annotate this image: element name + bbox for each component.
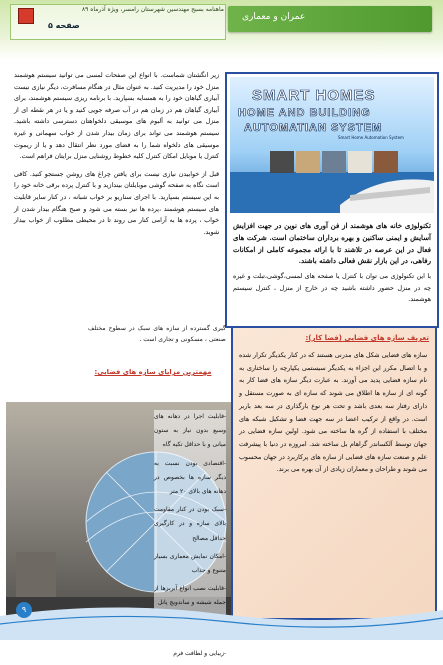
page-number: ۹: [16, 602, 32, 618]
lead-paragraph: تکنولوژی خانه های هوشمند از فن آوری های نوین در جهت افزایش آسایش و ایمنی ساکنین و بهره برداران ساختمان است. شرکت های فعال در این عرصه در تلاشند تا با ارائه مجموعه کاملی از امکانات رفاهی، در این بازار نقش فعالی داشته باشند.: [233, 221, 431, 266]
definition-box: [231, 326, 437, 620]
advantages-heading: مهمترین مزایای سازه های فضایی:: [94, 368, 212, 376]
photo-tile: [296, 151, 320, 173]
smart-home-text: [233, 220, 431, 309]
advantage-item: -امکان نمایش معماری بسیار متنوع و جذاب: [154, 552, 226, 575]
advantage-item: -قابلیت اجرا در دهانه های وسیع بدون نیاز به ستون میانی و با حداقل تکیه گاه: [154, 413, 226, 449]
left-paragraph: قبل از خوابیدن نیازی نیست برای یافتن چراغ های روشن جستجو کنید. کافی است نگاه به صفحه گوشی موبایلتان بیندازید و با کنترل پرده برقی خانه خود را به این سیستم بسپارید. با اجرای سناریو بر خواب شبانه ، در کنار سایر قابلیت های سیستم هوشمند ،پرده ها نیز بسته می شود و صبح هنگام بیدار شدن از خواب ، پرده ها به آرامی کنار می روند تا در محیطی مطلوب از خواب بیدار شوید.: [14, 170, 219, 236]
definition-title: تعریف سازه های فضایی (فضا کار):: [305, 334, 429, 342]
definition-text: [239, 350, 427, 477]
smart-home-box: [225, 72, 439, 328]
footer-wave-shape: [0, 607, 443, 640]
left-paragraph: زیر انگشتان شماست. با انواع این صفحات لمسی می توانید سیستم هوشمند منزل خود را مدیریت کنید. به عنوان مثال در هنگام مسافرت، دیگر نیازی نیست آبیاری گیاهان خود را به همسایه بسپارید. با برنامه ریزی سیستم هوشمند، برای آبیاری گیاهان هم در زمان هم در آب صرفه جویی کنید و یا در هر نقطه ای از منزل می توانید به آلبوم های موسیقی دلخواهتان دسترسی داشته باشید. سیستم هوشمند می تواند برای زمان بیدار شدن از خواب سهمانی و غیره موسیقی های دلخواه شما را به فضای مورد نظر انتقال دهد و یا از ریموت کنترل یا موبایل امکان کنترل کلیه خطوط روشنایی منزل برایتان فراهم است.: [14, 72, 219, 161]
hero-subtitle-1: HOME AND BUILDING: [238, 107, 371, 119]
hero-title: SMART HOMES: [252, 87, 376, 104]
advantage-item: -زیبایی و لطافت فرم: [173, 650, 226, 658]
page-label: صفحه ۵: [48, 21, 80, 30]
section-tab: [228, 6, 432, 32]
advantage-item: -اقتصادی بودن نسبت به دیگر سازه ها بخصوص در دهانه های بالای ۲۰ متر: [154, 459, 226, 496]
footer-wave: [0, 596, 443, 640]
publication-title: ماهنامه بسیج مهندسین شهرستان رامسر، ویژه آذرماه ۸۹: [81, 6, 224, 13]
advantage-item: -سبک بودن در کنار مقاومت بالای سازه و در کارگیری حداقل مصالح: [154, 506, 226, 542]
left-column: [14, 70, 219, 320]
photo-tile: [270, 151, 294, 173]
section-title: عمران و معماری: [242, 12, 306, 22]
body-paragraph: با این تکنولوژی می توان با کنترل یا صفحه های لمسی،گوشی،تبلت و غیره چه در منزل حضور داشته باشید چه در خارج از منزل ، کنترل سیستم هوشمند.: [233, 273, 431, 303]
intro-text: [88, 324, 226, 348]
intro-paragraph: گیری گسترده از سازه های سبک در سطوح مختلف صنعتی ، مسکونی و تجاری است .: [88, 325, 226, 343]
building-block: [16, 552, 56, 597]
hero-caption: Smart Home Automation System: [338, 135, 404, 140]
logo-icon: [18, 8, 34, 24]
photo-tile: [374, 151, 398, 173]
advantage-item: -قابلیت نصب انواع آبریزها از جمله شیشه و ساندویچ پانل: [154, 585, 226, 607]
photo-tile: [322, 151, 346, 173]
definition-paragraph: سازه های فضایی شکل های مدرنی هستند که در کنار یکدیگر تکرار شده و با اتصال مکرر این اجزاء به یکدیگر سیستمی یکپارچه را ساختاری به نام سازه فضایی پدید می آورند. به عبارت دیگر سازه های فضا کار به گونه ای از سازه ها اطلاق می شوند که سازه ای به صورت مستقل و دارای رفتار سه بعدی باشد و تحت هر نوع بارگذاری در سه بعد باربر است. در واقع از ترکیب اعضا در سه جهت فضا و تشکیل شبکه های مختلف با استفاده از گره ها ساخته می شود. اولین سازه فضایی در جهان توسط آلکساندر گراهام بل ساخته شد. امروزه در دنیا با پیشرفت علم و صنعت سازه های فضایی از سازه های پرکاربرد در جهان محسوب می شوند و طراحان و معماران زیادی از آن بهره می برند.: [239, 352, 427, 474]
space-structures-section: [4, 322, 226, 658]
smart-home-image: [230, 77, 434, 213]
hero-subtitle-2: AUTOMATIAN SYSTEM: [244, 122, 383, 134]
photo-tile: [348, 151, 372, 173]
